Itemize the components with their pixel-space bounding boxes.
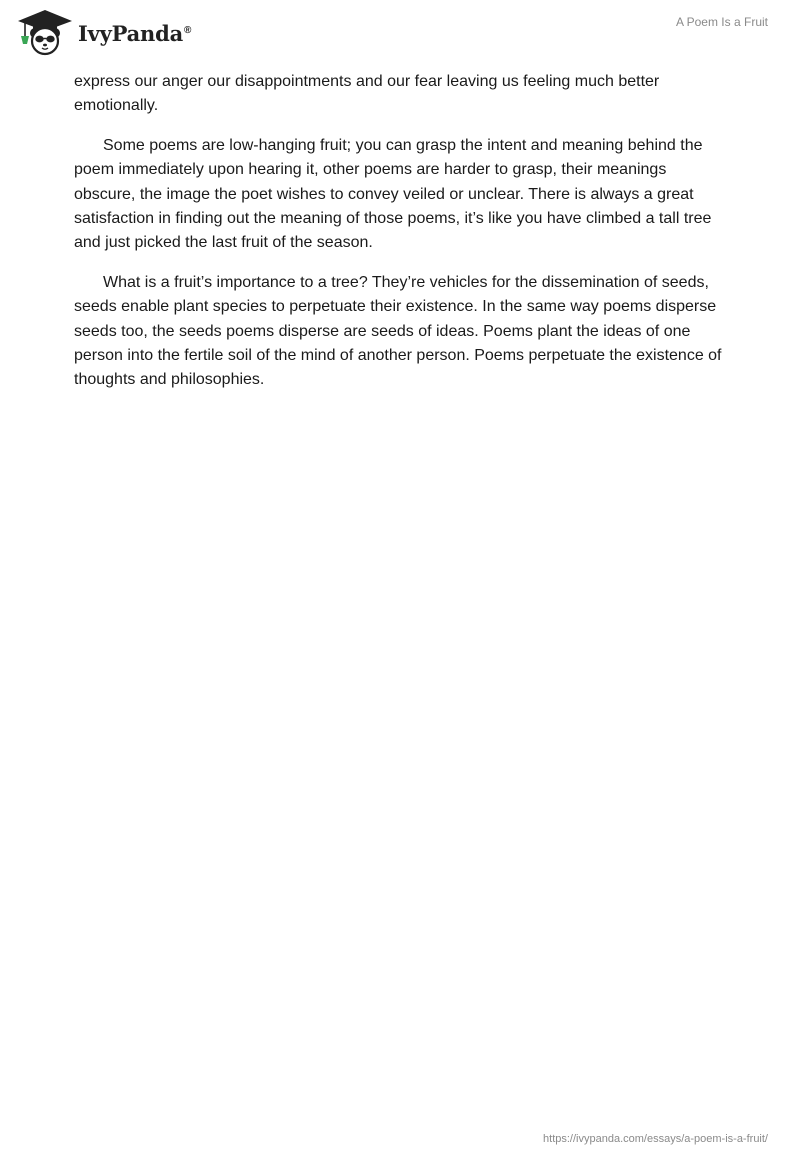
brand-logo[interactable] (16, 8, 191, 56)
paragraph: What is a fruit’s importance to a tree? They’re vehicles for the dissemination of seeds, seeds enable plant species to perpetuate their existence. In the same way poems disperse seeds too, the seeds poems disperse are seeds of ideas. Poems plant the ideas of one person into the fertile soil of the mind of another person. Poems perpetuate the existence of thoughts and philosophies. (74, 273, 722, 389)
panda-graduate-icon (16, 8, 74, 56)
essay-body (74, 70, 728, 408)
paragraph-continued: express our anger our disappointments and our fear leaving us feeling much better emotionally. (74, 73, 660, 115)
paragraph: Some poems are low-hanging fruit; you can grasp the intent and meaning behind the poem immediately upon hearing it, other poems are harder to grasp, their meanings obscure, the image the poet wishes to convey veiled or unclear. There is always a great satisfaction in finding out the meaning of those poems, it’s like you have climbed a tall tree and just picked the last fruit of the season. (74, 136, 712, 252)
registered-mark: ® (184, 24, 192, 36)
source-url[interactable]: https://ivypanda.com/essays/a-poem-is-a-fruit/ (543, 1133, 768, 1145)
page-header (0, 0, 800, 64)
brand-name: IvyPanda® (78, 20, 192, 46)
running-title: A Poem Is a Fruit (675, 15, 768, 29)
